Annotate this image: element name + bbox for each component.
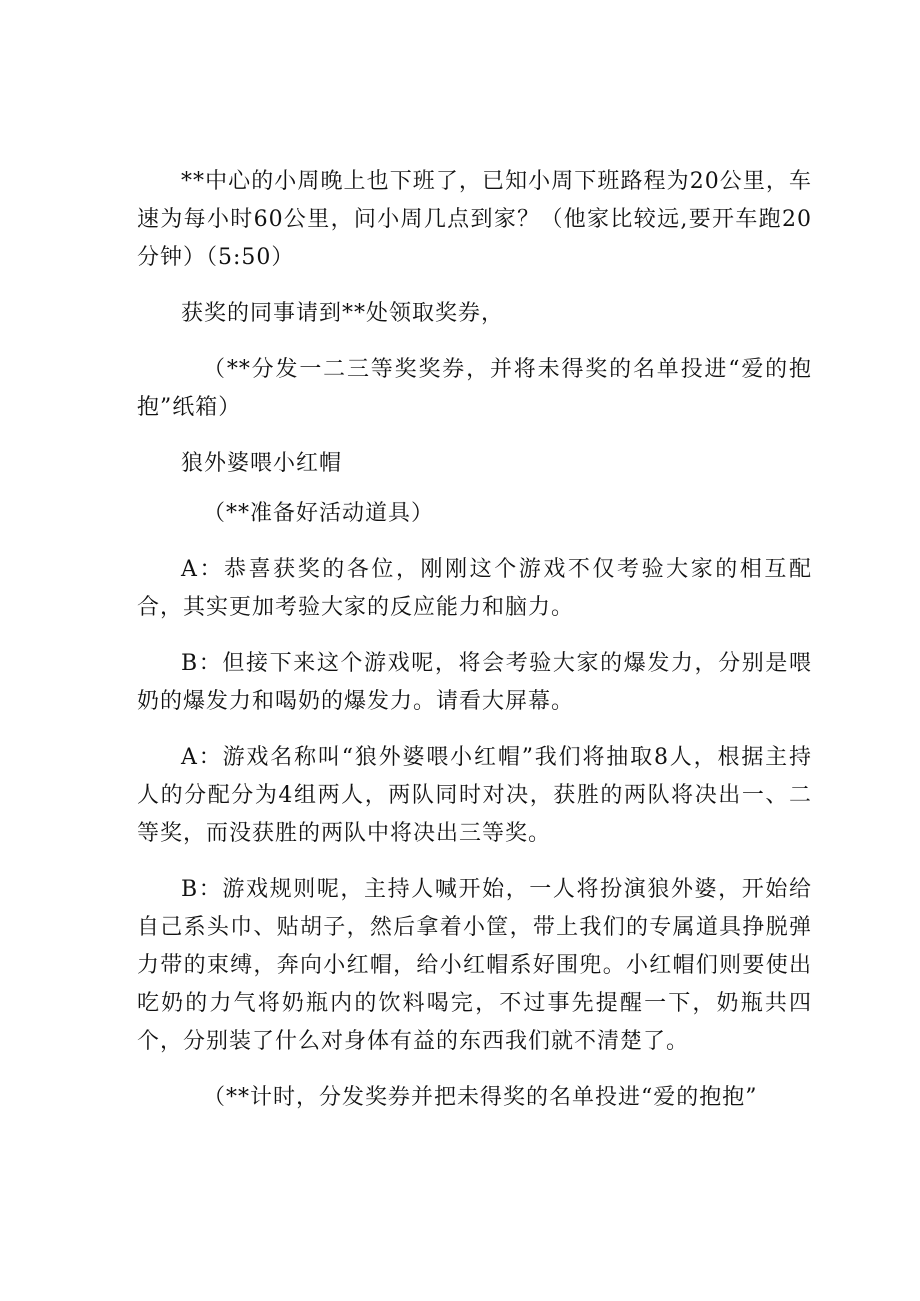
paragraph-host-b-1: B：但接下来这个游戏呢，将会考验大家的爆发力，分别是喂奶的爆发力和喝奶的爆发力。请看大屏幕。 [137, 651, 812, 714]
document-body [137, 163, 812, 1117]
game-title: 狼外婆喂小红帽 [181, 451, 343, 476]
paragraph-question: **中心的小周晚上也下班了，已知小周下班路程为20公里，车速为每小时60公里，问小周几点到家？（他家比较远,要开车跑20分钟）（5:50） [137, 169, 812, 270]
paragraph-host-b-2: B：游戏规则呢，主持人喊开始，一人将扮演狼外婆，开始给自己系头巾、贴胡子，然后拿着小筐，带上我们的专属道具挣脱弹力带的束缚，奔向小红帽，给小红帽系好围兜。小红帽们则要使出吃奶的力气将奶瓶内的饮料喝完，不过事先提醒一下，奶瓶共四个，分别装了什么对身体有益的东西我们就不清楚了。 [137, 877, 812, 1054]
paragraph-props-note: （**准备好活动道具） [203, 501, 435, 526]
paragraph-host-a-1: A：恭喜获奖的各位，刚刚这个游戏不仅考验大家的相互配合，其实更加考验大家的反应能力和脑力。 [137, 557, 812, 620]
paragraph-award-instruction: 获奖的同事请到**处领取奖券， [181, 301, 505, 326]
paragraph-timing-note: （**计时，分发奖券并把未得奖的名单投进“爱的抱抱” [203, 1085, 758, 1110]
paragraph-host-a-2: A：游戏名称叫“狼外婆喂小红帽”我们将抽取8人，根据主持人的分配分为4组两人，两队同时对决，获胜的两队将决出一、二等奖，而没获胜的两队中将决出三等奖。 [137, 745, 812, 846]
paragraph-stage-note: （**分发一二三等奖奖券，并将未得奖的名单投进“爱的抱抱”纸箱） [137, 357, 812, 420]
